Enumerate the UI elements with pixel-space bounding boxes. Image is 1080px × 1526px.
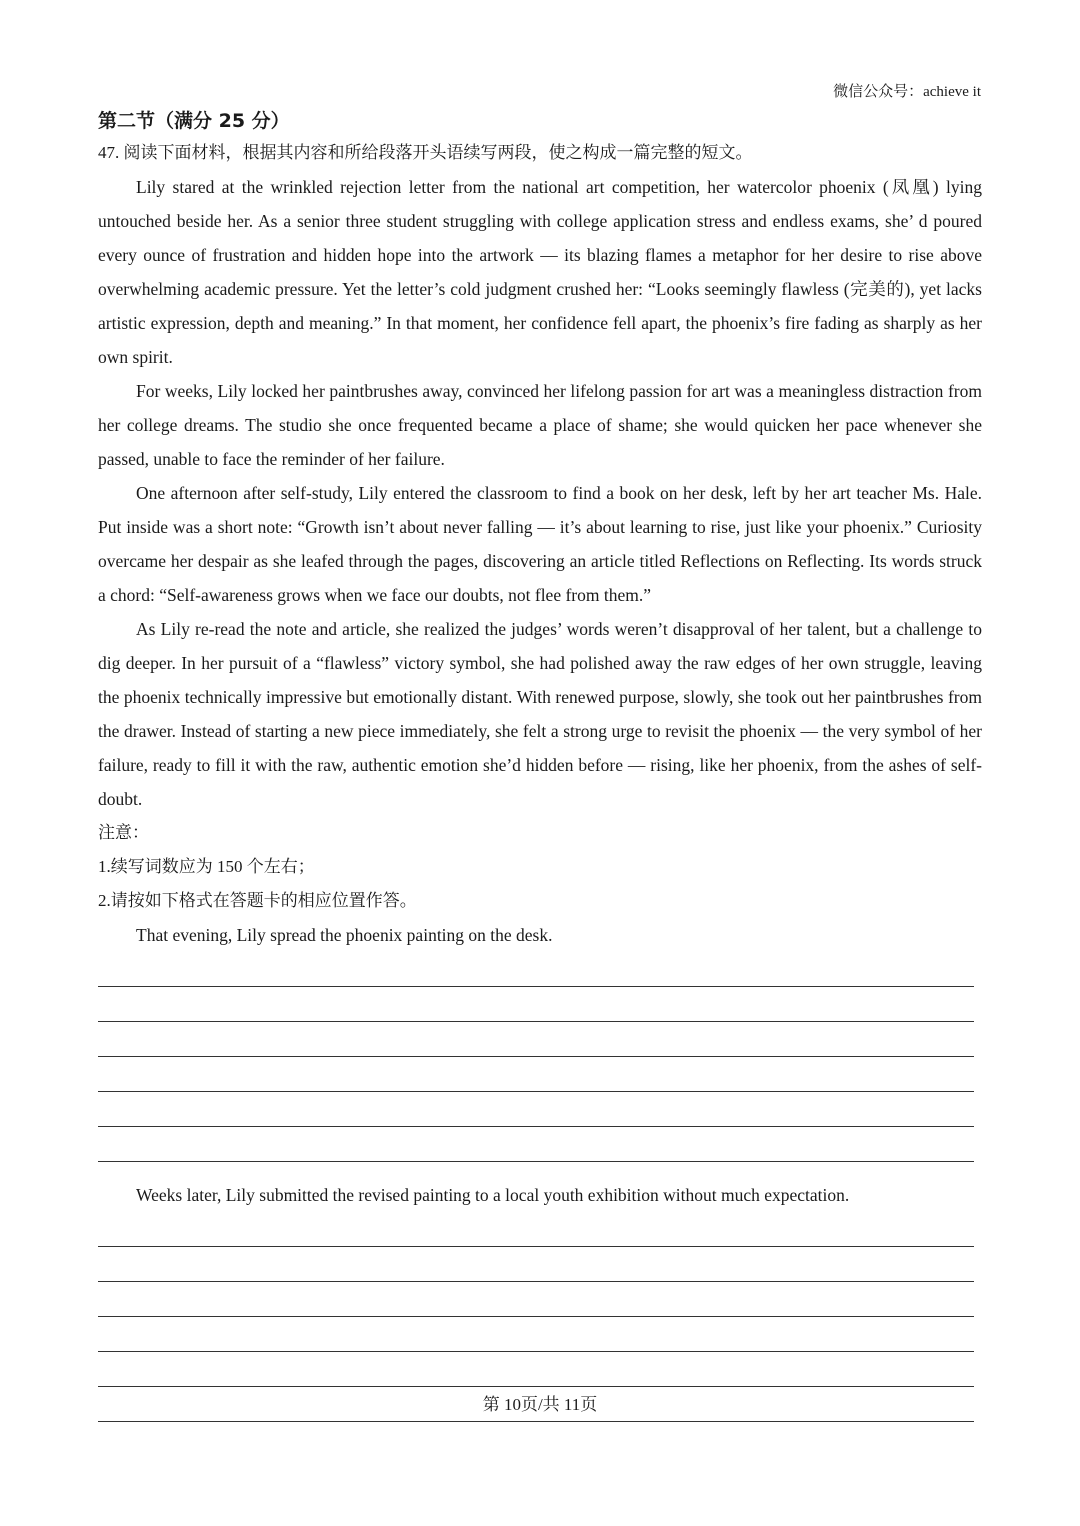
note-item-format: 2.请按如下格式在答题卡的相应位置作答。 [98, 891, 417, 910]
notes-heading: 注意： [98, 823, 149, 842]
answer-line [98, 1247, 974, 1282]
note-item-word-count: 1.续写词数应为 150 个左右； [98, 857, 315, 876]
answer-line [98, 1317, 974, 1352]
answer-line [98, 1092, 974, 1127]
answer-line [98, 1022, 974, 1057]
passage-paragraph-3: One afternoon after self-study, Lily entered the classroom to find a book on her desk, left by her art teacher Ms. Hale. Put inside was a short note: “Growth isn’t about never falling — it’s about learning to rise, just like your phoenix.” Curiosity overcame her despair as she leafed through the pages, discovering an article titled Reflections on Reflecting. Its words struck a chord: “Self-awareness grows when we face our doubts, not flee from them.” [98, 483, 982, 605]
answer-line [98, 1282, 974, 1317]
paragraph-starter-2: Weeks later, Lily submitted the revised painting to a local youth exhibition without much expectation. [136, 1185, 850, 1205]
wechat-header-note: 微信公众号：achieve it [833, 84, 981, 100]
answer-line [98, 1212, 974, 1247]
paragraph-starter-1: That evening, Lily spread the phoenix painting on the desk. [136, 925, 553, 945]
answer-line [98, 1352, 974, 1387]
passage-paragraph-1: Lily stared at the wrinkled rejection letter from the national art competition, her watercolor phoenix (凤凰) lying untouched beside her. As a senior three student struggling with college application stress and endless exams, she’ d poured every ounce of frustration and hidden hope into the artwork — its blazing flames a metaphor for her desire to rise above overwhelming academic pressure. Yet the letter’s cold judgment crushed her: “Looks seemingly flawless (完美的), yet lacks artistic expression, depth and meaning.” In that moment, her confidence fell apart, the phoenix’s fire fading as sharply as her own spirit. [98, 177, 982, 367]
page-number: 第 10页/共 11页 [482, 1395, 598, 1414]
answer-lines-1 [98, 952, 974, 1162]
passage-paragraph-2: For weeks, Lily locked her paintbrushes away, convinced her lifelong passion for art was a meaningless distraction from her college dreams. The studio she once frequented became a place of shame; she would quicken her pace whenever she passed, unable to face the reminder of her failure. [98, 381, 982, 469]
section-title: 第二节（满分 25 分） [98, 110, 290, 132]
passage-paragraph-4: As Lily re-read the note and article, she realized the judges’ words weren’t disapproval of her talent, but a challenge to dig deeper. In her pursuit of a “flawless” victory symbol, she had polished away the raw edges of her own struggle, leaving the phoenix technically impressive but emotionally distant. With renewed purpose, slowly, she took out her paintbrushes from the drawer. Instead of starting a new piece immediately, she felt a strong urge to revisit the phoenix — the very symbol of her failure, ready to fill it with the raw, authentic emotion she’d hidden before — rising, like her phoenix, from the ashes of self-doubt. [98, 619, 982, 809]
answer-line [98, 1127, 974, 1162]
question-prompt: 47. 阅读下面材料，根据其内容和所给段落开头语续写两段，使之构成一篇完整的短文。 [98, 143, 753, 162]
answer-line [98, 952, 974, 987]
exam-content [98, 106, 982, 1422]
answer-line [98, 987, 974, 1022]
answer-line [98, 1057, 974, 1092]
